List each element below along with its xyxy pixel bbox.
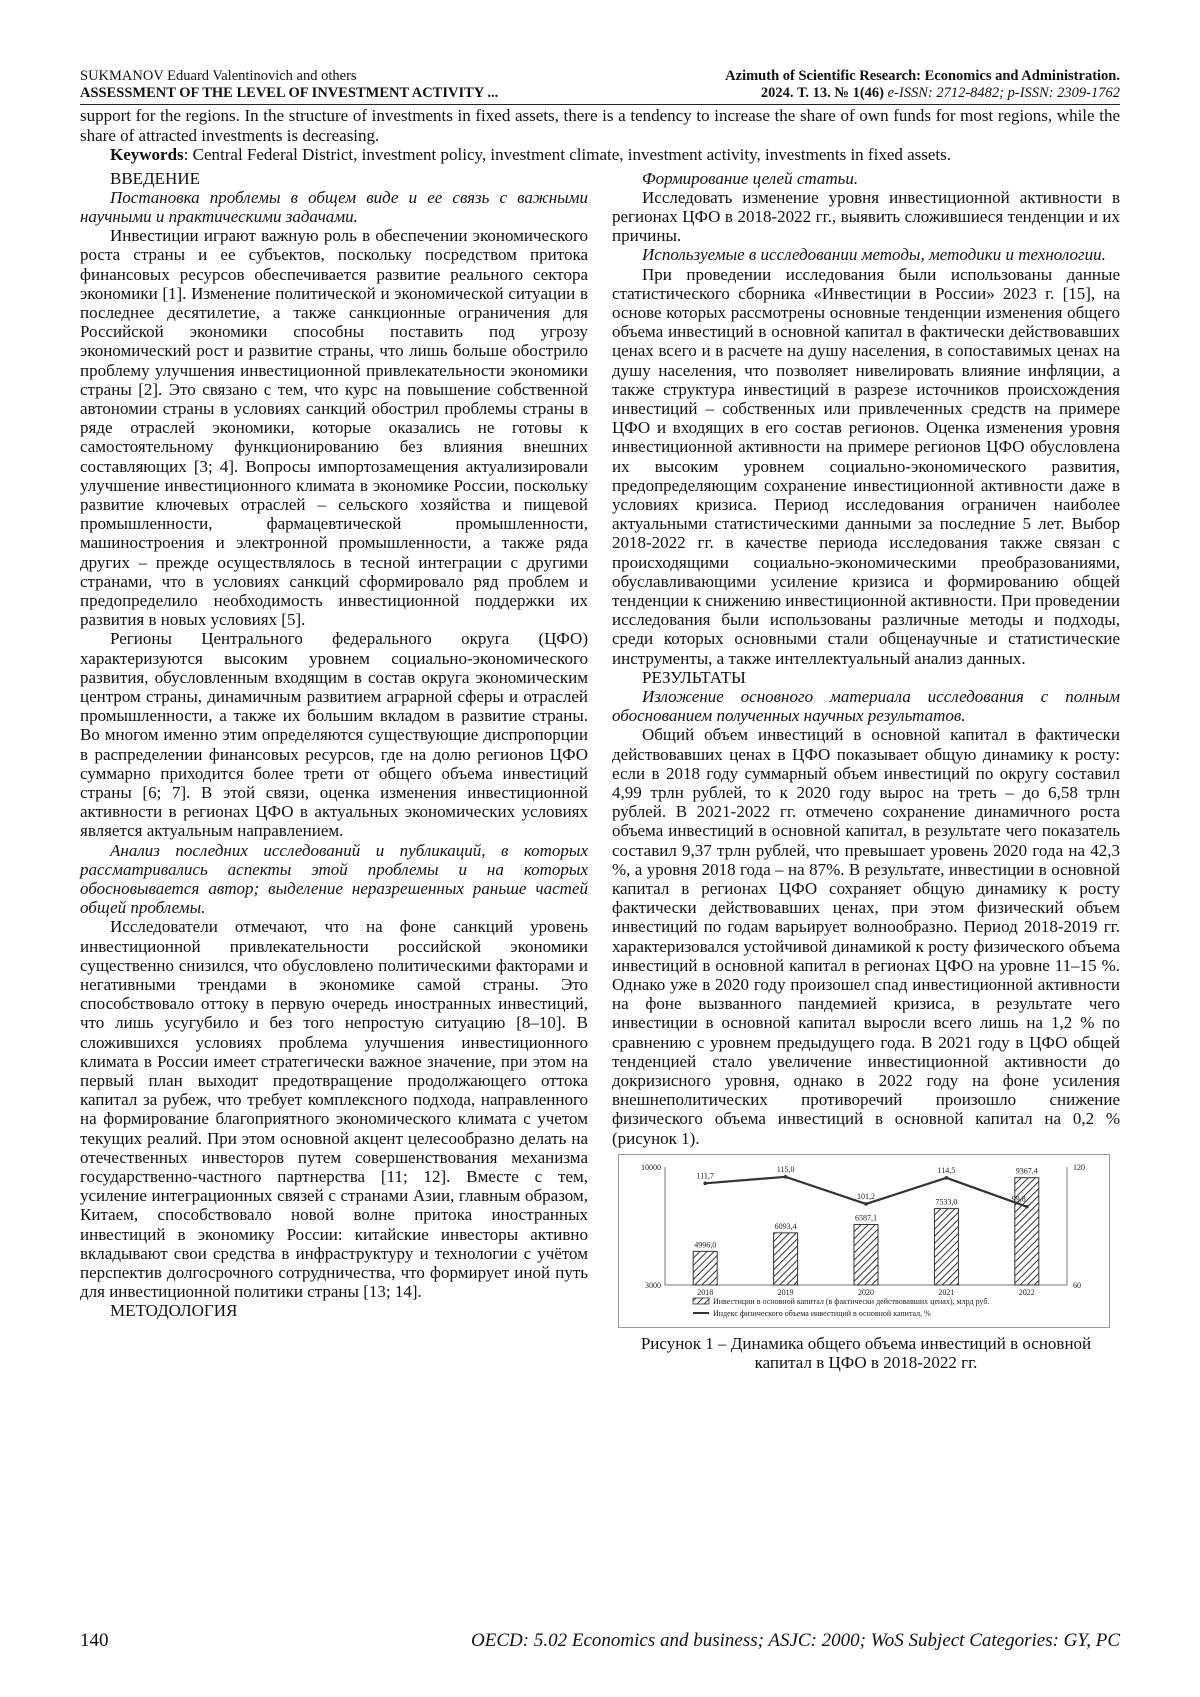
results-heading: Изложение основного материала исследования с полным обоснованием полученных научных результатов. <box>612 686 1120 726</box>
page-footer <box>80 1630 1120 1652</box>
chart-legend <box>693 1297 989 1318</box>
y-left-tick-top: 10000 <box>641 1162 661 1172</box>
x-tick-2020: 2020 <box>858 1287 874 1297</box>
heading-intro: ВВЕДЕНИЕ <box>110 168 200 188</box>
line-label-2022: 99,8 <box>1011 1194 1026 1204</box>
intro-paragraph-1: Инвестиции играют важную роль в обеспечении экономического роста страны и ее субъектов, поскольку посредством притока финансовых ресурсов обеспечивается развитие реального сектора экономики [1]. Изменение политической и экономической ситуации в последнее десятилетие, а также санкционные ограничения для Российской экономики способны поставить под угрозу экономический рост и развитие страны, что лишь больше обострило проблему улучшения инвестиционной привлекательности экономики страны [2]. Это связано с тем, что курс на повышение собственной автономии страны в условиях санкций обострил проблемы страны в ряде отраслей экономики, которые оказались не готовы к самостоятельному функционированию без влияния внешних составляющих [3; 4]. Вопросы импортозамещения актуализировали улучшение инвестиционного климата в экономике России, поскольку развитие ключевых отраслей – сельского хозяйства и пищевой промышленности, фармацевтической промышленности, машиностроения и электронной промышленности, а также ряда других – прежде осуществлялось в тесной интеграции с другими странами, что в условиях санкций сформировало ряд проблем и предопределило необходимость инвестиционной поддержки их развития в новых условиях [5]. <box>80 226 588 630</box>
x-tick-2019: 2019 <box>777 1287 794 1297</box>
heading-results: РЕЗУЛЬТАТЫ <box>642 667 746 687</box>
bar-2019 <box>774 1233 798 1285</box>
abstract <box>80 106 1120 165</box>
x-tick-2022: 2022 <box>1018 1287 1035 1297</box>
keywords-label: Keywords <box>110 145 184 164</box>
page <box>80 68 1120 1373</box>
methods-text: При проведении исследования были использованы данные статистического сборника «Инвестиции в России» 2023 г. [15], на основе которых рассмотрены основные тенденции изменения общего объема инвестиций в основной капитал в фактически действовавших ценах всего и в расчете на душу населения, в сопоставимых ценах на душу населения, что позволяет нивелировать влияние инфляции, а также структура инвестиций в разрезе источников происхождения инвестиций – собственных или привлеченных средств на примере ЦФО и входящих в его состав регионов. Оценка изменения уровня инвестиционной активности на примере регионов ЦФО обусловлена их высоким уровнем социально-экономического развития, предопределяющим сохранение инвестиционной активности даже в условиях кризиса. Период исследования ограничен наиболее актуальными статистическими данными за последние 5 лет. Выбор 2018-2022 гг. в качестве периода исследования также связан с происходящими социально-экономическими преобразованиями, обуславливающими усиление кризиса и формированию общей тенденции к снижению инвестиционной активности. При проведении исследования были использованы различные методы и подходы, среди которых основными стали общенаучные и статистические инструменты, а также интеллектуальный анализ данных. <box>612 264 1120 668</box>
bar-label-2021: 7533,0 <box>935 1197 958 1207</box>
line-point-2019 <box>784 1175 788 1179</box>
heading-methodology: МЕТОДОЛОГИЯ <box>110 1301 238 1321</box>
x-tick-2021: 2021 <box>938 1287 955 1297</box>
two-columns <box>80 169 1120 1373</box>
goals-text: Исследовать изменение уровня инвестиционной активности в регионах ЦФО в 2018-2022 гг., выявить сложившиеся тенденции и их причины. <box>612 187 1120 246</box>
x-tick-2018: 2018 <box>697 1287 714 1297</box>
y-right-tick-bottom: 60 <box>1073 1280 1081 1290</box>
legend-bar-swatch <box>693 1298 709 1304</box>
line-label-2021: 114,5 <box>937 1165 956 1175</box>
methods-heading: Используемые в исследовании методы, методики и технологии. <box>642 245 1106 265</box>
footer-codes: OECD: 5.02 Economics and business; ASJC: 2000; WoS Subject Categories: GY, PC <box>471 1630 1120 1651</box>
bar-2021 <box>934 1208 958 1284</box>
bar-label-2018: 4996,0 <box>694 1240 717 1250</box>
left-column <box>80 169 588 1373</box>
header-rule <box>80 104 1120 105</box>
figure-caption: Рисунок 1 – Динамика общего объема инвестиций в основной капитал в ЦФО в 2018-2022 гг. <box>640 1333 1092 1373</box>
running-header <box>80 68 1120 102</box>
abstract-text: support for the regions. In the structure of investments in fixed assets, there is a tendency to increase the share of own funds for most regions, while the share of attracted investments is decreasing. <box>80 106 1120 145</box>
header-title: ASSESSMENT OF THE LEVEL OF INVESTMENT ACTIVITY ... <box>80 85 499 101</box>
y-right-tick-top: 120 <box>1073 1162 1085 1172</box>
intro-paragraph-2: Регионы Центрального федерального округа (ЦФО) характеризуются высоким уровнем социально-экономического развития, обусловленным входящим в состав округа экономическим центром страны, динамичным развитием аграрной сферы и отраслей промышленности, а также их большим вкладом в развитие страны. Во многом именно этим определяются существующие диспропорции в распределении финансовых ресурсов, где на долю регионов ЦФО суммарно приходится более трети от общего объема инвестиций страны [6; 7]. В этой связи, оценка изменения инвестиционной активности в регионах ЦФО в актуальных экономических условиях является актуальным направлением. <box>80 629 588 841</box>
chart-frame <box>618 1154 1110 1328</box>
header-journal: Azimuth of Scientific Research: Economics and Administration. <box>725 68 1120 84</box>
keywords-line <box>80 145 1120 165</box>
line-point-2021 <box>945 1176 949 1180</box>
legend-line-label: Индекс физического объема инвестиций в основной капитал, % <box>713 1308 931 1318</box>
line-label-2019: 115,0 <box>776 1164 795 1174</box>
y-left-tick-bottom: 3000 <box>645 1280 661 1290</box>
bar-label-2020: 6587,1 <box>855 1213 877 1223</box>
line-point-2020 <box>864 1202 868 1206</box>
results-text: Общий объем инвестиций в основной капитал в фактически действовавших ценах в ЦФО показывает общую динамику к росту: если в 2018 году суммарный объем инвестиций по округу составил 4,99 трлн рублей, то к 2020 году вырос на треть – до 6,58 трлн рублей. В 2021-2022 гг. отмечено сохранение динамичного роста объема инвестиций в основной капитал, в результате чего показатель составил 9,37 трлн рублей, что превышает уровень 2020 года на 42,3 %, а уровня 2018 года – на 87%. В результате, инвестиции в основной капитал в регионах ЦФО сохраняет общую динамику к росту фактически действовавших ценах, при этом физический объем инвестиций по годам варьирует волнообразно. Период 2018-2019 гг. характеризовался устойчивой динамикой к росту физического объема инвестиций в основной капитал в регионах ЦФО на уровне 11–15 %. Однако уже в 2020 году произошел спад инвестиционной активности на фоне вызванного пандемией кризиса, в результате чего инвестиции в основной капитал выросли всего лишь на 1,2 % по сравнению с уровнем предыдущего года. В 2021 году в ЦФО общей тенденцией стало увеличение инвестиционной активности до докризисного уровня, однако в 2022 году на фоне усиления внешнеполитических противоречий произошло снижение физического объема инвестиций в основной капитал на 0,2 % (рисунок 1). <box>612 725 1120 1148</box>
line-point-2022 <box>1025 1205 1029 1209</box>
right-column <box>612 169 1120 1373</box>
header-issn: e-ISSN: 2712-8482; p-ISSN: 2309-1762 <box>887 85 1120 101</box>
legend-bar-label: Инвестиции в основной капитал (в фактически действовавших ценах), млрд руб. <box>713 1296 990 1306</box>
investment-chart <box>619 1155 1109 1327</box>
analysis-paragraph: Исследователи отмечают, что на фоне санкций уровень инвестиционной привлекательности российской экономики существенно снизился, что обусловлено политическими факторами и негативными трендами в экономике самой страны. Это способствовало оттоку в первую очередь иностранных инвестиций, что лишь усугубило и без того непростую ситуацию [8–10]. В сложившихся условиях проблема улучшения инвестиционного климата в России имеет стратегически важное значение, при этом на первый план выходит предотвращение продолжающего оттока капитал за рубеж, что требует комплексного подхода, направленного на формирование благоприятного экономического климата с учетом текущих реалий. При этом основной акцент целесообразно делать на отечественных инвесторов путем совершенствования механизма государственно-частного партнерства [11; 12]. Вместе с тем, усиление интеграционных связей с странами Азии, главным образом, Китаем, способствовало новой волне притока иностранных инвестиций в экономику России: китайские инвесторы активно вкладывают свои средства в инфраструктуру и технологии с учётом перспектив долгосрочного сотрудничества, что формирует иной путь для инвестиционной политики страны [13; 14]. <box>80 917 588 1302</box>
page-number: 140 <box>80 1630 109 1651</box>
analysis-heading: Анализ последних исследований и публикаций, в которых рассматривались аспекты этой проблемы и на которых обосновывается автор; выделение неразрешенных раньше частей общей проблемы. <box>80 840 588 918</box>
line-label-2020: 101,2 <box>857 1191 875 1201</box>
header-issue: 2024. Т. 13. № 1(46) <box>760 85 884 101</box>
line-label-2018: 111,7 <box>696 1171 714 1181</box>
bar-label-2019: 6093,4 <box>774 1221 797 1231</box>
problem-statement: Постановка проблемы в общем виде и ее связь с важными научными и практическими задачами. <box>80 187 588 226</box>
goals-heading: Формирование целей статьи. <box>642 168 859 188</box>
keywords-text: : Central Federal District, investment policy, investment climate, investment activity, investments in fixed assets. <box>183 145 952 164</box>
bar-label-2022: 9367,4 <box>1015 1166 1038 1176</box>
line-point-2018 <box>703 1181 707 1185</box>
bar-2018 <box>693 1251 717 1285</box>
figure-1 <box>612 1154 1120 1373</box>
header-authors: SUKMANOV Eduard Valentinovich and others <box>80 68 357 84</box>
header-right <box>725 68 1120 102</box>
bar-2020 <box>854 1224 878 1284</box>
header-left <box>80 68 498 102</box>
